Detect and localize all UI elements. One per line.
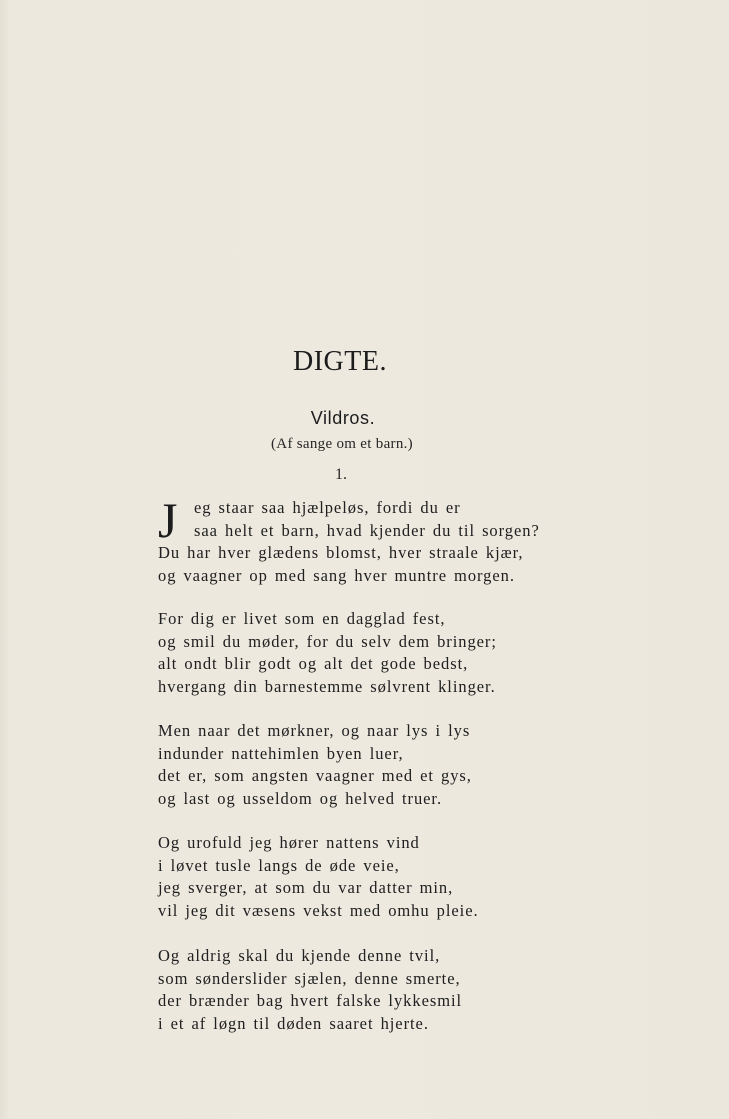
poem-line: hvergang din barnestemme sølvrent klinger. [158, 676, 496, 696]
poem-line: Du har hver glædens blomst, hver straale kjær, [158, 543, 524, 562]
poem-line: det er, som angsten vaagner med et gys, [158, 766, 472, 785]
stanza-4 [158, 832, 479, 922]
page-heading: DIGTE. [293, 346, 387, 377]
poem-line: Men naar det mørkner, og naar lys i lys [158, 721, 471, 740]
poem-line: indunder nattehimlen byen luer, [158, 743, 404, 763]
poem-subtitle: (Af sange om et barn.) [271, 436, 413, 452]
poem-title: Vildros. [310, 408, 376, 428]
poem-line: i løvet tusle langs de øde veie, [158, 855, 400, 875]
poem-line: Og aldrig skal du kjende denne tvil, [158, 946, 441, 965]
poem-line: i et af løgn til døden saaret hjerte. [158, 1013, 429, 1033]
poem-line: eg staar saa hjælpeløs, fordi du er [194, 498, 461, 517]
stanza-5 [158, 945, 462, 1035]
poem-line: og last og usseldom og helved truer. [158, 788, 443, 808]
stanza-2 [158, 608, 497, 698]
stanza-1 [158, 492, 540, 587]
poem-line: som sønderslider sjælen, denne smerte, [158, 968, 461, 988]
poem-line: der brænder bag hvert falske lykkesmil [158, 991, 463, 1010]
poem-line: saa helt et barn, hvad kjender du til sorgen? [194, 520, 540, 540]
poem-line: vil jeg dit væsens vekst med omhu pleie. [158, 900, 479, 920]
poem-line: For dig er livet som en dagglad fest, [158, 609, 446, 628]
section-number: 1. [335, 466, 347, 483]
poem-line: og smil du møder, for du selv dem bringer; [158, 631, 497, 651]
poem-line: Og urofuld jeg hører nattens vind [158, 833, 420, 852]
drop-cap: J [158, 492, 178, 548]
stanza-3 [158, 720, 472, 810]
poem-line: alt ondt blir godt og alt det gode bedst, [158, 654, 469, 673]
poem-line: og vaagner op med sang hver muntre morgen. [158, 565, 515, 585]
poem-line: jeg sverger, at som du var datter min, [158, 878, 454, 897]
